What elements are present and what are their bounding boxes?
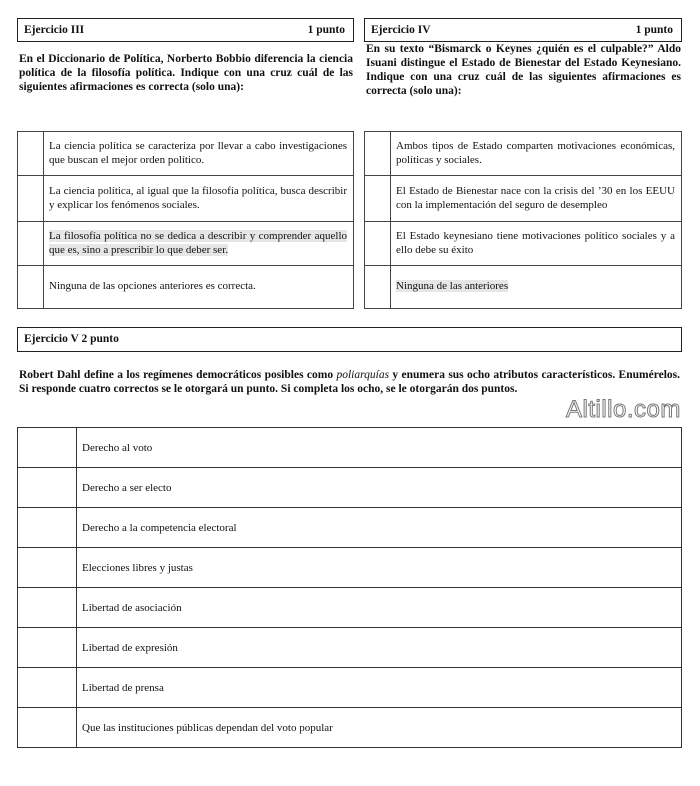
attribute-text: Libertad de asociación — [77, 588, 682, 628]
attribute-row — [18, 508, 682, 548]
option-label: Ninguna de las opciones anteriores es correcta. — [49, 280, 256, 293]
attribute-text: Elecciones libres y justas — [77, 548, 682, 588]
attribute-number-cell[interactable] — [18, 628, 77, 668]
answer-mark-cell[interactable] — [365, 222, 391, 266]
answer-mark-cell[interactable] — [365, 176, 391, 222]
ejercicio-4-prompt: En su texto “Bismarck o Keynes ¿quién es el culpable?” Aldo Isuani distingue el Estado de Bienestar del Estado Keynesiano. Indique con una cruz cuál de las siguientes afirmaciones es correcta (solo una): — [366, 43, 681, 97]
attribute-text: Derecho a la competencia electoral — [77, 508, 682, 548]
option-row — [365, 132, 682, 176]
attribute-text: Libertad de prensa — [77, 668, 682, 708]
answer-mark-cell[interactable] — [18, 176, 44, 222]
ejercicio-5-title: Ejercicio V 2 punto — [24, 333, 119, 345]
option-label: La ciencia política se caracteriza por llevar a cabo investigaciones que buscan el mejor orden político. — [49, 140, 347, 166]
answer-mark-cell[interactable] — [365, 132, 391, 176]
option-text — [391, 176, 682, 222]
option-row — [18, 176, 354, 222]
attribute-number-cell[interactable] — [18, 508, 77, 548]
option-label: Ambos tipos de Estado comparten motivaciones económicas, políticas y sociales. — [396, 140, 675, 166]
ejercicio-3-prompt: En el Diccionario de Política, Norberto Bobbio diferencia la ciencia política de la filosofía política. Indique con una cruz cuál de las siguientes afirmaciones es correcta (solo una): — [19, 53, 353, 93]
option-row — [365, 266, 682, 309]
ejercicio-5-prompt-part-2: y enumera sus ocho atributos característicos. Enumérelos. Si responde cuatro correctos se le otorgará un punto. Si completa los ocho, se le otorgarán dos puntos. — [19, 369, 680, 395]
ejercicio-3-options-table — [17, 131, 354, 309]
option-row — [365, 222, 682, 266]
attribute-number-cell[interactable] — [18, 588, 77, 628]
option-text — [44, 222, 354, 266]
ejercicio-3-title: Ejercicio III — [24, 24, 85, 36]
attribute-number-cell[interactable] — [18, 428, 77, 468]
option-text — [44, 132, 354, 176]
ejercicio-4-options-table — [364, 131, 682, 309]
ejercicio-5-prompt-italic: poliarquías — [336, 369, 390, 381]
ejercicio-4-title: Ejercicio IV — [371, 24, 431, 36]
attribute-text: Libertad de expresión — [77, 628, 682, 668]
option-text — [391, 266, 682, 309]
option-text — [44, 266, 354, 309]
attribute-number-cell[interactable] — [18, 668, 77, 708]
answer-mark-cell[interactable] — [365, 266, 391, 309]
option-label: La filosofía política no se dedica a describir y comprender aquello que es, sino a prescribir lo que deber ser. — [49, 230, 347, 256]
ejercicio-5-prompt-part-1: Robert Dahl define a los regímenes democráticos posibles como — [19, 369, 337, 381]
option-text — [391, 132, 682, 176]
attribute-row — [18, 628, 682, 668]
option-row — [18, 222, 354, 266]
ejercicio-4-header — [364, 18, 682, 42]
answer-mark-cell[interactable] — [18, 222, 44, 266]
attribute-row — [18, 668, 682, 708]
attribute-row — [18, 548, 682, 588]
option-text — [44, 176, 354, 222]
option-label: Ninguna de las anteriores — [396, 280, 509, 293]
option-row — [365, 176, 682, 222]
option-label: El Estado keynesiano tiene motivaciones político sociales y a ello debe su éxito — [396, 230, 675, 256]
ejercicio-4-points: 1 punto — [635, 24, 673, 36]
attribute-text: Que las instituciones públicas dependan del voto popular — [77, 708, 682, 748]
option-row — [18, 266, 354, 309]
answer-mark-cell[interactable] — [18, 132, 44, 176]
ejercicio-5-prompt — [19, 368, 680, 396]
option-row — [18, 132, 354, 176]
option-label: La ciencia política, al igual que la filosofía política, busca describir y explicar los fenómenos sociales. — [49, 185, 347, 211]
attribute-text: Derecho a ser electo — [77, 468, 682, 508]
option-text — [391, 222, 682, 266]
attribute-number-cell[interactable] — [18, 548, 77, 588]
attribute-row — [18, 588, 682, 628]
attribute-number-cell[interactable] — [18, 468, 77, 508]
ejercicio-3-header — [17, 18, 354, 42]
ejercicio-5-header — [17, 327, 682, 352]
option-label: El Estado de Bienestar nace con la crisis del ’30 en los EEUU con la implementación del seguro de desempleo — [396, 185, 675, 211]
answer-mark-cell[interactable] — [18, 266, 44, 309]
attribute-row — [18, 468, 682, 508]
attribute-number-cell[interactable] — [18, 708, 77, 748]
ejercicio-3-points: 1 punto — [307, 24, 345, 36]
ejercicio-5-attributes-table — [17, 427, 682, 748]
attribute-row — [18, 708, 682, 748]
watermark-logo: Altillo.com — [566, 396, 681, 423]
attribute-row — [18, 428, 682, 468]
attribute-text: Derecho al voto — [77, 428, 682, 468]
